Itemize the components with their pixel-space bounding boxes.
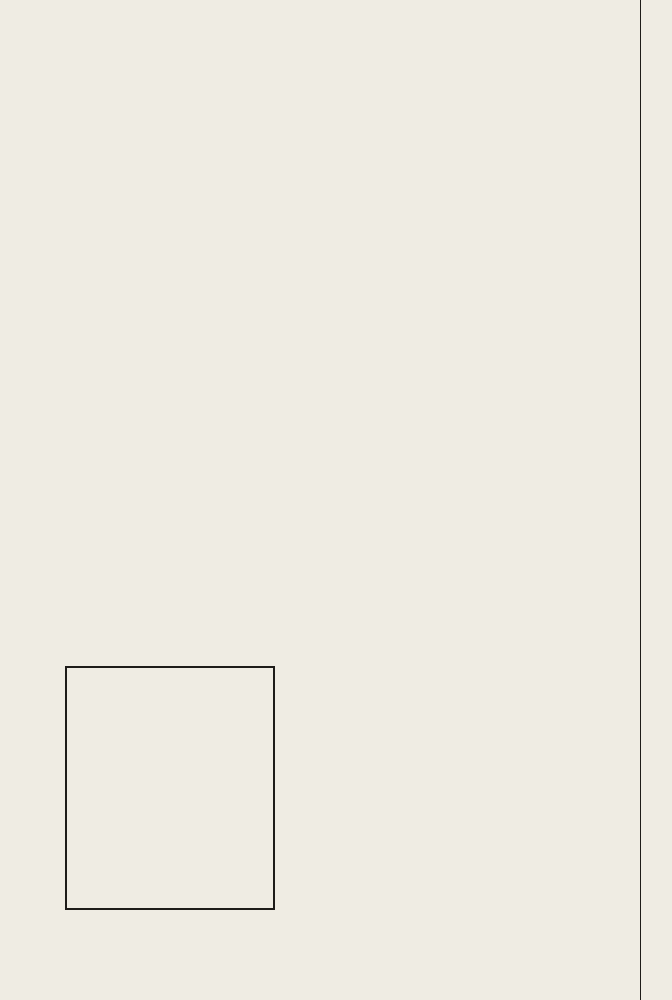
ad-box (65, 666, 275, 910)
top-rule (640, 0, 641, 1000)
page-title (648, 30, 668, 592)
